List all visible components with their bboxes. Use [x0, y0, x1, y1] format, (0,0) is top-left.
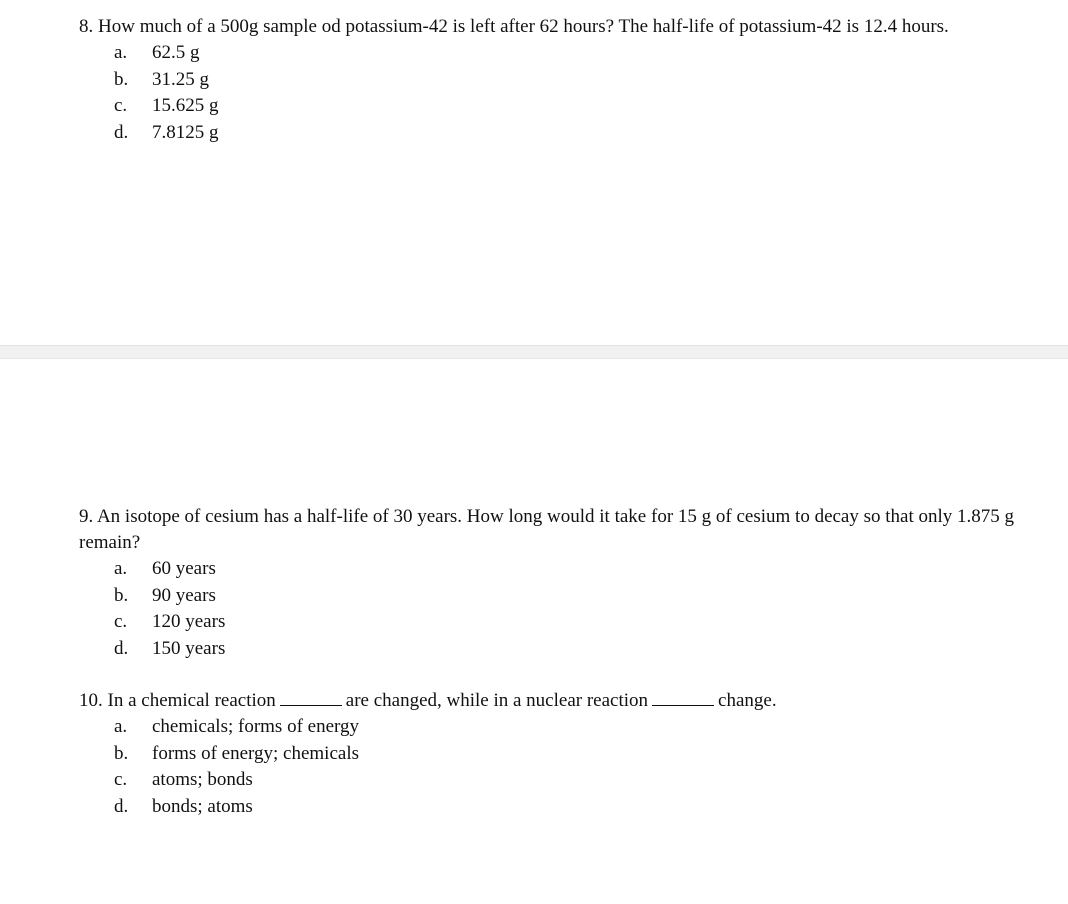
option-item — [79, 609, 1039, 636]
option-text: 15.625 g — [152, 95, 219, 117]
option-letter: c. — [114, 611, 128, 633]
question-10 — [79, 686, 1039, 821]
option-text: 90 years — [152, 584, 216, 606]
option-letter: d. — [114, 796, 129, 818]
option-item — [79, 120, 1039, 147]
question-10-text — [79, 686, 1039, 714]
option-text: atoms; bonds — [152, 769, 253, 791]
question-9-text: 9. An isotope of cesium has a half-life of 30 years. How long would it take for 15 g of cesium to decay so that only 1.875 g remain? — [79, 506, 1015, 553]
option-text: 7.8125 g — [152, 122, 219, 144]
option-text: 60 years — [152, 558, 216, 579]
document-page-1 — [0, 0, 1068, 345]
option-letter: a. — [114, 42, 128, 63]
question-8 — [79, 14, 1039, 147]
option-item — [79, 794, 1039, 821]
option-item — [79, 67, 1039, 94]
document-page-2 — [0, 359, 1068, 904]
question-8-text: 8. How much of a 500g sample od potassium-42 is left after 62 hours? The half-life of potassium-42 is 12.4 hours. — [79, 16, 949, 37]
option-letter: c. — [114, 769, 128, 791]
option-letter: b. — [114, 68, 129, 90]
option-item — [79, 583, 1039, 610]
option-item — [79, 40, 1039, 67]
question-10-text-part2: are changed, while in a nuclear reaction — [345, 690, 649, 711]
answer-blank — [652, 686, 714, 706]
option-text: 62.5 g — [152, 42, 200, 63]
option-item — [79, 767, 1039, 794]
option-letter: a. — [114, 716, 128, 737]
option-letter: c. — [114, 95, 128, 117]
option-item — [79, 556, 1039, 583]
answer-blank — [280, 686, 342, 706]
question-10-options — [79, 714, 1039, 821]
option-text: bonds; atoms — [152, 796, 253, 818]
option-text: forms of energy; chemicals — [152, 742, 359, 764]
option-item — [79, 714, 1039, 741]
page-separator — [0, 345, 1068, 359]
option-text: 150 years — [152, 638, 226, 660]
option-text: chemicals; forms of energy — [152, 716, 359, 737]
option-letter: a. — [114, 558, 128, 579]
option-letter: b. — [114, 584, 129, 606]
question-10-text-part3: change. — [718, 690, 777, 711]
question-9 — [79, 504, 1039, 663]
option-letter: d. — [114, 638, 129, 660]
option-letter: b. — [114, 742, 129, 764]
option-item — [79, 93, 1039, 120]
question-8-options — [79, 40, 1039, 147]
option-item — [79, 636, 1039, 663]
option-text: 120 years — [152, 611, 226, 633]
option-text: 31.25 g — [152, 68, 209, 90]
option-item — [79, 741, 1039, 768]
question-9-options — [79, 556, 1039, 663]
question-10-text-part1: 10. In a chemical reaction — [79, 690, 276, 711]
option-letter: d. — [114, 122, 129, 144]
